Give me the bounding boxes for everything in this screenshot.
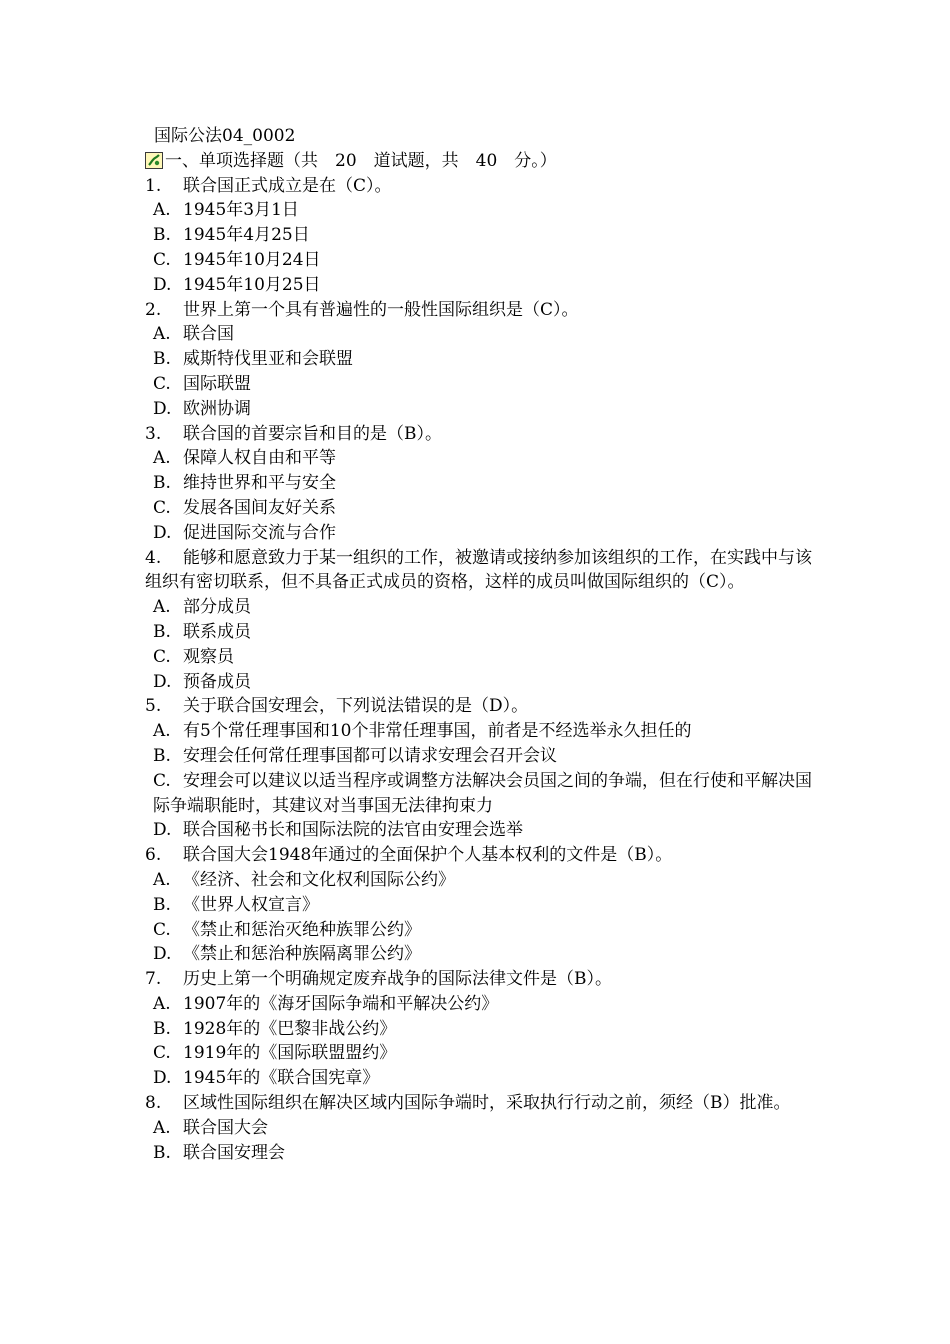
question-number: 7. — [145, 969, 162, 990]
doc-title: 国际公法04_0002 — [154, 126, 296, 146]
question-number: 8. — [145, 1093, 162, 1114]
question-item — [145, 422, 815, 447]
option-text: 1919年的《国际联盟盟约》 — [183, 1043, 397, 1064]
option-text: 观察员 — [183, 646, 234, 667]
option-text: 联合国安理会 — [183, 1142, 285, 1163]
option-letter: C. — [153, 373, 171, 394]
option-text: 《世界人权宣言》 — [183, 894, 319, 915]
option-letter: B. — [153, 1142, 171, 1163]
option-letter: D. — [153, 274, 172, 295]
question-item — [145, 1091, 815, 1116]
option-item — [145, 670, 815, 695]
option-letter: D. — [153, 522, 172, 543]
option-item — [145, 347, 815, 372]
option-letter: B. — [153, 1018, 171, 1039]
option-letter: D. — [153, 1068, 172, 1089]
option-item — [145, 471, 815, 496]
question-text: 历史上第一个明确规定废弃战争的国际法律文件是（B）。 — [183, 969, 612, 990]
option-letter: C. — [153, 249, 171, 270]
option-item — [145, 248, 815, 273]
option-letter: B. — [153, 473, 171, 494]
option-item — [145, 645, 815, 670]
option-text: 维持世界和平与安全 — [183, 473, 336, 494]
question-text: 能够和愿意致力于某一组织的工作，被邀请或接纳参加该组织的工作，在实践中与该组织有密切联系，但不具备正式成员的资格，这样的成员叫做国际组织的（C）。 — [145, 547, 812, 593]
option-letter: D. — [153, 671, 172, 692]
option-letter: A. — [153, 869, 171, 890]
option-item — [145, 1017, 815, 1042]
option-letter: D. — [153, 820, 172, 841]
option-item — [145, 918, 815, 943]
question-number: 1. — [145, 175, 162, 196]
option-text: 联系成员 — [183, 621, 251, 642]
question-number: 3. — [145, 423, 162, 444]
option-item — [145, 595, 815, 620]
option-letter: C. — [153, 919, 171, 940]
option-text: 1945年10月24日 — [183, 249, 321, 270]
question-text: 世界上第一个具有普遍性的一般性国际组织是（C）。 — [183, 299, 579, 320]
option-letter: A. — [153, 200, 171, 221]
option-letter: D. — [153, 398, 172, 419]
option-letter: A. — [153, 1117, 171, 1138]
question-item — [145, 298, 815, 323]
option-item — [145, 496, 815, 521]
question-item — [145, 694, 815, 719]
option-text: 有5个常任理事国和10个非常任理事国，前者是不经选举永久担任的 — [183, 721, 692, 742]
option-item — [145, 992, 815, 1017]
option-text: 联合国大会 — [183, 1117, 268, 1138]
question-item — [145, 546, 815, 596]
option-item — [145, 769, 815, 819]
option-item — [145, 868, 815, 893]
option-text: 促进国际交流与合作 — [183, 522, 336, 543]
option-letter: B. — [153, 894, 171, 915]
option-letter: B. — [153, 621, 171, 642]
option-letter: A. — [153, 448, 171, 469]
option-letter: A. — [153, 324, 171, 345]
question-item — [145, 174, 815, 199]
option-item — [145, 1066, 815, 1091]
option-text: 安理会任何常任理事国都可以请求安理会召开会议 — [183, 745, 557, 766]
option-text: 发展各国间友好关系 — [183, 497, 336, 518]
option-text: 《经济、社会和文化权利国际公约》 — [183, 869, 455, 890]
option-text: 1928年的《巴黎非战公约》 — [183, 1018, 397, 1039]
option-letter: A. — [153, 993, 171, 1014]
option-item — [145, 372, 815, 397]
question-number: 6. — [145, 845, 162, 866]
option-letter: B. — [153, 745, 171, 766]
question-text: 联合国正式成立是在（C）。 — [183, 175, 392, 196]
question-item — [145, 843, 815, 868]
section-heading — [145, 149, 815, 174]
option-letter: C. — [153, 770, 171, 791]
option-letter: B. — [153, 225, 171, 246]
option-item — [145, 273, 815, 298]
option-letter: A. — [153, 721, 171, 742]
option-text: 保障人权自由和平等 — [183, 448, 336, 469]
option-text: 1945年4月25日 — [183, 225, 310, 246]
section-doc-icon — [145, 152, 163, 169]
option-item — [145, 818, 815, 843]
option-item — [145, 1041, 815, 1066]
option-item — [145, 1141, 815, 1166]
option-text: 1945年3月1日 — [183, 200, 299, 221]
section-heading-text: 一、单项选择题（共 20 道试题，共 40 分。） — [165, 150, 557, 171]
option-item — [145, 521, 815, 546]
question-number: 4. — [145, 547, 162, 568]
option-letter: D. — [153, 944, 172, 965]
question-text: 联合国大会1948年通过的全面保护个人基本权利的文件是（B）。 — [183, 845, 673, 866]
option-item — [145, 223, 815, 248]
option-letter: A. — [153, 597, 171, 618]
option-item — [145, 620, 815, 645]
option-text: 1945年的《联合国宪章》 — [183, 1068, 380, 1089]
option-item — [145, 942, 815, 967]
option-item — [145, 322, 815, 347]
option-text: 安理会可以建议以适当程序或调整方法解决会员国之间的争端，但在行使和平解决国际争端职能时，其建议对当事国无法律拘束力 — [153, 770, 812, 816]
option-letter: C. — [153, 1043, 171, 1064]
option-text: 国际联盟 — [183, 373, 251, 394]
option-item — [145, 744, 815, 769]
option-item — [145, 719, 815, 744]
option-text: 部分成员 — [183, 597, 251, 618]
question-text: 区域性国际组织在解决区域内国际争端时，采取执行行动之前，须经（B）批准。 — [183, 1093, 791, 1114]
option-text: 《禁止和惩治种族隔离罪公约》 — [183, 944, 421, 965]
option-text: 联合国秘书长和国际法院的法官由安理会选举 — [183, 820, 523, 841]
option-letter: C. — [153, 646, 171, 667]
option-item — [145, 198, 815, 223]
option-text: 威斯特伐里亚和会联盟 — [183, 349, 353, 370]
option-letter: B. — [153, 349, 171, 370]
question-number: 5. — [145, 696, 162, 717]
option-text: 1945年10月25日 — [183, 274, 321, 295]
question-text: 联合国的首要宗旨和目的是（B）。 — [183, 423, 442, 444]
option-text: 欧洲协调 — [183, 398, 251, 419]
option-text: 《禁止和惩治灭绝种族罪公约》 — [183, 919, 421, 940]
option-item — [145, 893, 815, 918]
question-text: 关于联合国安理会，下列说法错误的是（D）。 — [183, 696, 529, 717]
question-number: 2. — [145, 299, 162, 320]
question-list — [145, 174, 815, 1166]
option-item — [145, 1116, 815, 1141]
option-letter: C. — [153, 497, 171, 518]
option-item — [145, 446, 815, 471]
option-text: 联合国 — [183, 324, 234, 345]
document-content — [145, 124, 815, 1165]
question-item — [145, 967, 815, 992]
option-item — [145, 397, 815, 422]
option-text: 预备成员 — [183, 671, 251, 692]
option-text: 1907年的《海牙国际争端和平解决公约》 — [183, 993, 499, 1014]
